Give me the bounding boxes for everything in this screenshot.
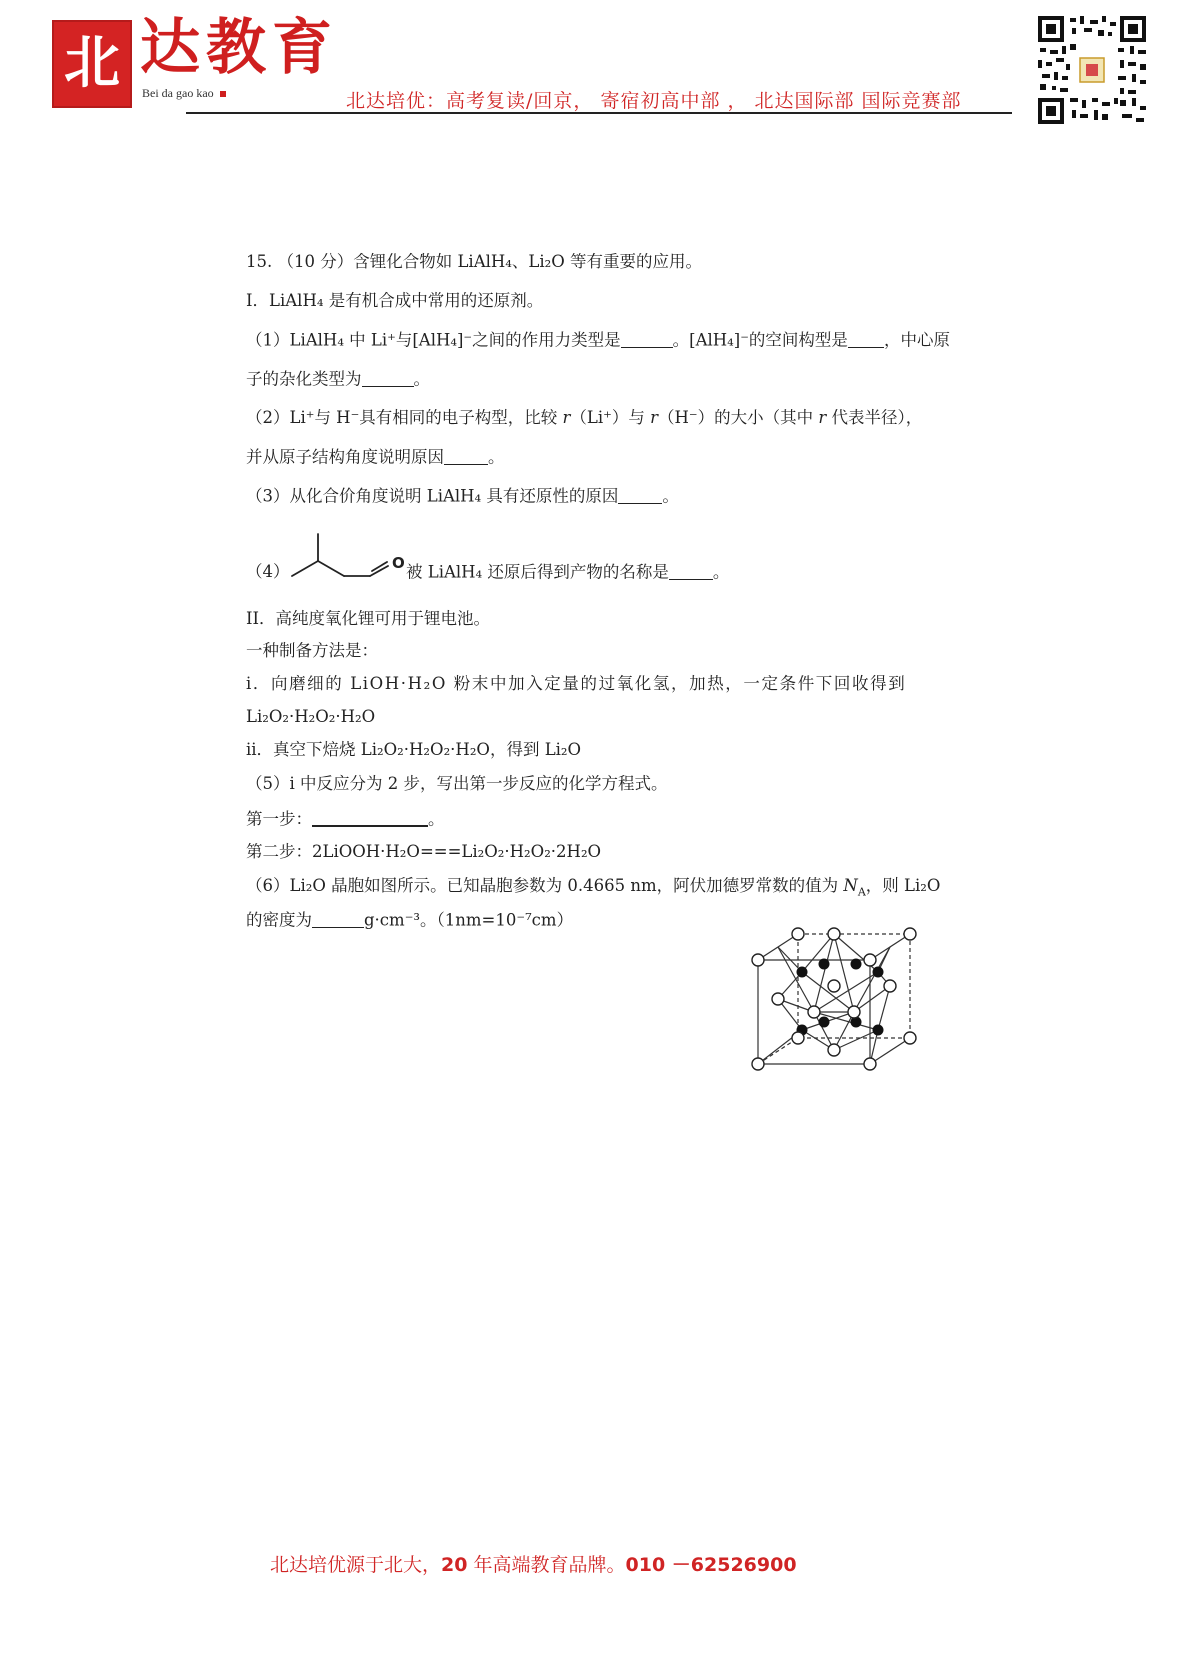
q2-text-e: 并从原子结构角度说明原因 [246,447,444,467]
q2-text-b: （Li⁺）与 [570,408,651,427]
question-1-line2 [246,369,430,389]
answer-blank-1a[interactable] [621,330,673,348]
method-intro: 一种制备方法是： [246,641,378,660]
step-ii: ii．真空下焙烧 Li₂O₂·H₂O₂·H₂O，得到 Li₂O [246,740,582,759]
q3-text-a: （3）从化合价角度说明 LiAlH₄ 具有还原性的原因 [246,486,619,506]
question-4-label: （4） [246,562,290,581]
q2-text-f: 。 [488,447,505,467]
q6-na-symbol: N [843,876,858,895]
question-6-line1 [246,876,940,898]
footer-text-a: 北达培优源于北大， [270,1554,442,1576]
oxygen-atom-label: O [392,554,405,572]
brand-name: 达教育 [140,13,338,83]
question-4-text [406,562,729,582]
part2-heading: II．高纯度氧化锂可用于锂电池。 [246,609,491,628]
q6-text-a: （6）Li₂O 晶胞如图所示。已知晶胞参数为 0.4665 nm，阿伏加德罗常数的值为 [246,876,844,895]
answer-blank-1b[interactable] [848,330,884,348]
header-divider [186,112,1012,114]
q1-text-b: 。[AlH₄]⁻的空间构型是 [672,330,848,350]
step-1-line [246,808,445,829]
q2-text-c: （H⁻）的大小（其中 [658,408,819,427]
footer-text-c: 年高端教育品牌。 [467,1554,626,1576]
logo-char: 北 [64,31,120,96]
q4-text-b: 被 LiAlH₄ 还原后得到产物的名称是 [406,562,669,582]
q2-r-symbol-2: r [650,408,659,427]
question-2-line1 [246,408,922,428]
answer-blank-6[interactable] [312,910,364,928]
q1-text-e: 。 [413,369,430,389]
brand-pinyin-text: Bei da gao kao [142,86,214,100]
q2-r-symbol-1: r [562,408,571,427]
question-6-line2 [246,910,573,930]
header-slogan: 北达培优：高考复读/回京， 寄宿初高中部 ， 北达国际部 国际竞赛部 [346,90,962,112]
answer-blank-1c[interactable] [362,369,414,387]
step-i-line2: Li₂O₂·H₂O₂·H₂O [246,707,376,726]
q1-text-a: （1）LiAlH₄ 中 Li⁺与[AlH₄]⁻之间的作用力类型是 [246,330,621,350]
question-5: （5）i 中反应分为 2 步，写出第一步反应的化学方程式。 [246,774,668,793]
footer-text-b: 20 [441,1554,468,1576]
step1-label: 第一步： [246,809,312,829]
q1-text-d: 子的杂化类型为 [246,369,362,389]
q6-text-b: ，则 Li₂O [865,876,941,895]
q1-text-c: ，中心原 [883,330,950,350]
q3-text-b: 。 [662,486,679,506]
q4-text-c: 。 [712,562,730,582]
li2o-unit-cell-diagram [744,922,924,1074]
step-i-line1: i．向磨细的 LiOH·H₂O 粉末中加入定量的过氧化氢，加热，一定条件下回收得到 [246,674,907,693]
q6-na-subscript: A [857,885,866,899]
q2-r-symbol-3: r [818,408,827,427]
answer-blank-4[interactable] [669,562,713,580]
step1-end: 。 [428,809,445,829]
q6-text-c: 的密度为 [246,910,312,930]
part1-heading: I．LiAlH₄ 是有机合成中常用的还原剂。 [246,291,544,310]
pinyin-dot-icon [220,91,226,97]
answer-blank-5[interactable] [312,808,428,827]
brand-pinyin [142,86,226,101]
question-1-line1 [246,330,950,350]
qr-code-icon [1036,14,1148,126]
question-2-line2 [246,447,505,467]
question-3 [246,486,679,506]
question-title: 15. （10 分）含锂化合物如 LiAlH₄、Li₂O 等有重要的应用。 [246,252,703,271]
q2-text-a: （2）Li⁺与 H⁻具有相同的电子构型，比较 [246,408,563,427]
q6-text-d: g·cm⁻³。（1nm=10⁻⁷cm） [364,910,574,930]
logo [52,20,132,108]
answer-blank-3[interactable] [618,486,662,504]
footer-slogan [270,1550,797,1577]
footer-phone: 010 －62526900 [625,1554,797,1576]
isovaleraldehyde-structure [288,528,406,584]
answer-blank-2[interactable] [444,447,488,465]
step-2-line: 第二步：2LiOOH·H₂O===Li₂O₂·H₂O₂·2H₂O [246,842,602,861]
q2-text-d: 代表半径）， [826,408,923,427]
